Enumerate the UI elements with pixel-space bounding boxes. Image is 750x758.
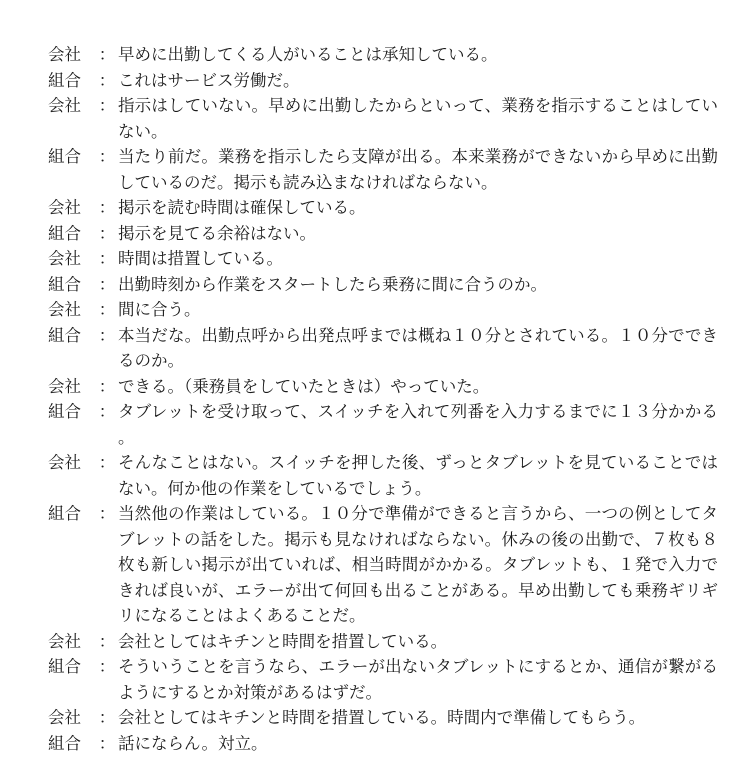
speaker-label: 組合 bbox=[48, 733, 81, 753]
speaker-separator: ： bbox=[98, 147, 116, 166]
speaker-label: 組合 bbox=[48, 223, 81, 243]
dialogue-entry bbox=[48, 221, 718, 247]
speaker-separator: ： bbox=[98, 274, 116, 294]
speaker-label: 組合 bbox=[48, 402, 81, 421]
dialogue-text: 当たり前だ。業務を指示したら支障が出る。本来業務ができないから早めに出勤しているのだ。掲示も読み込まなければならない。 bbox=[118, 147, 718, 192]
speaker-label: 会社 bbox=[48, 249, 81, 268]
speaker-separator: ： bbox=[98, 198, 116, 217]
dialogue-text: そういうことを言うなら、エラーが出ないタブレットにするとか、通信が繋がるようにするとか対策があるはずだ。 bbox=[118, 657, 718, 702]
dialogue-text: 当然他の作業はしている。１０分で準備ができると言うから、一つの例としてタブレットの話をした。掲示も見なければならない。休みの後の出勤で、７枚も８枚も新しい掲示が出ていれば、相当時間がかかる。タブレットも、１発で入力できれば良いが、エラーが出て何回も出ることがある。早め出勤しても乗務ギリギリになることはよくあることだ。 bbox=[118, 504, 718, 625]
speaker-label: 会社 bbox=[48, 631, 81, 651]
speaker-label: 組合 bbox=[48, 70, 81, 90]
dialogue-entry bbox=[48, 195, 718, 221]
speaker-separator: ： bbox=[98, 453, 116, 472]
speaker-separator: ： bbox=[98, 376, 116, 396]
dialogue-entry bbox=[48, 399, 718, 450]
dialogue-entry bbox=[48, 42, 718, 68]
dialogue-text: 掲示を読む時間は確保している。 bbox=[118, 198, 366, 217]
speaker-separator: ： bbox=[98, 300, 116, 319]
dialogue-text: 出勤時刻から作業をスタートしたら乗務に間に合うのか。 bbox=[118, 274, 547, 294]
dialogue-entry bbox=[48, 705, 718, 731]
dialogue-entry bbox=[48, 144, 718, 195]
dialogue-text: 会社としてはキチンと時間を措置している。時間内で準備してもらう。 bbox=[118, 708, 646, 727]
speaker-separator: ： bbox=[98, 402, 116, 421]
dialogue-text: そんなことはない。スイッチを押した後、ずっとタブレットを見ていることではない。何か他の作業をしているでしょう。 bbox=[118, 453, 718, 498]
speaker-separator: ： bbox=[98, 733, 116, 753]
speaker-label: 会社 bbox=[48, 376, 81, 396]
speaker-label: 組合 bbox=[48, 657, 81, 676]
speaker-separator: ： bbox=[98, 708, 116, 727]
speaker-label: 会社 bbox=[48, 198, 81, 217]
dialogue-text: 間に合う。 bbox=[118, 300, 201, 319]
dialogue-text: 本当だな。出勤点呼から出発点呼までは概ね１０分とされている。１０分でできるのか。 bbox=[118, 325, 718, 370]
dialogue-text: 指示はしていない。早めに出勤したからといって、業務を指示することはしていない。 bbox=[118, 96, 718, 141]
dialogue-entry bbox=[48, 731, 718, 757]
dialogue-entry bbox=[48, 374, 718, 400]
speaker-label: 組合 bbox=[48, 504, 81, 523]
dialogue-text: できる。（乗務員をしていたときは）やっていた。 bbox=[118, 376, 490, 396]
dialogue-text: タブレットを受け取って、スイッチを入れて列番を入力するまでに１３分かかる。 bbox=[118, 402, 718, 447]
speaker-label: 会社 bbox=[48, 96, 81, 115]
dialogue-entry bbox=[48, 297, 718, 323]
speaker-label: 組合 bbox=[48, 147, 81, 166]
dialogue-document bbox=[48, 42, 718, 756]
speaker-separator: ： bbox=[98, 325, 116, 345]
speaker-separator: ： bbox=[98, 96, 116, 115]
speaker-separator: ： bbox=[98, 223, 116, 243]
dialogue-text: 掲示を見てる余裕はない。 bbox=[118, 223, 316, 243]
dialogue-entry bbox=[48, 323, 718, 374]
dialogue-entry bbox=[48, 68, 718, 94]
dialogue-entry bbox=[48, 272, 718, 298]
dialogue-text: これはサービス労働だ。 bbox=[118, 70, 300, 90]
speaker-separator: ： bbox=[98, 504, 116, 523]
speaker-label: 会社 bbox=[48, 45, 81, 64]
dialogue-text: 時間は措置している。 bbox=[118, 249, 283, 268]
dialogue-text: 話にならん。対立。 bbox=[118, 733, 268, 753]
speaker-separator: ： bbox=[98, 249, 116, 268]
speaker-separator: ： bbox=[98, 45, 116, 64]
speaker-separator: ： bbox=[98, 70, 116, 90]
speaker-separator: ： bbox=[98, 657, 116, 676]
dialogue-entry bbox=[48, 246, 718, 272]
dialogue-entry bbox=[48, 654, 718, 705]
speaker-label: 組合 bbox=[48, 274, 81, 294]
speaker-label: 会社 bbox=[48, 708, 81, 727]
dialogue-entry bbox=[48, 93, 718, 144]
speaker-label: 会社 bbox=[48, 300, 81, 319]
speaker-separator: ： bbox=[98, 631, 116, 651]
dialogue-entry bbox=[48, 501, 718, 629]
dialogue-entry bbox=[48, 450, 718, 501]
dialogue-text: 会社としてはキチンと時間を措置している。 bbox=[118, 631, 448, 651]
speaker-label: 会社 bbox=[48, 453, 81, 472]
dialogue-text: 早めに出勤してくる人がいることは承知している。 bbox=[118, 45, 498, 64]
dialogue-entry bbox=[48, 629, 718, 655]
speaker-label: 組合 bbox=[48, 325, 81, 345]
